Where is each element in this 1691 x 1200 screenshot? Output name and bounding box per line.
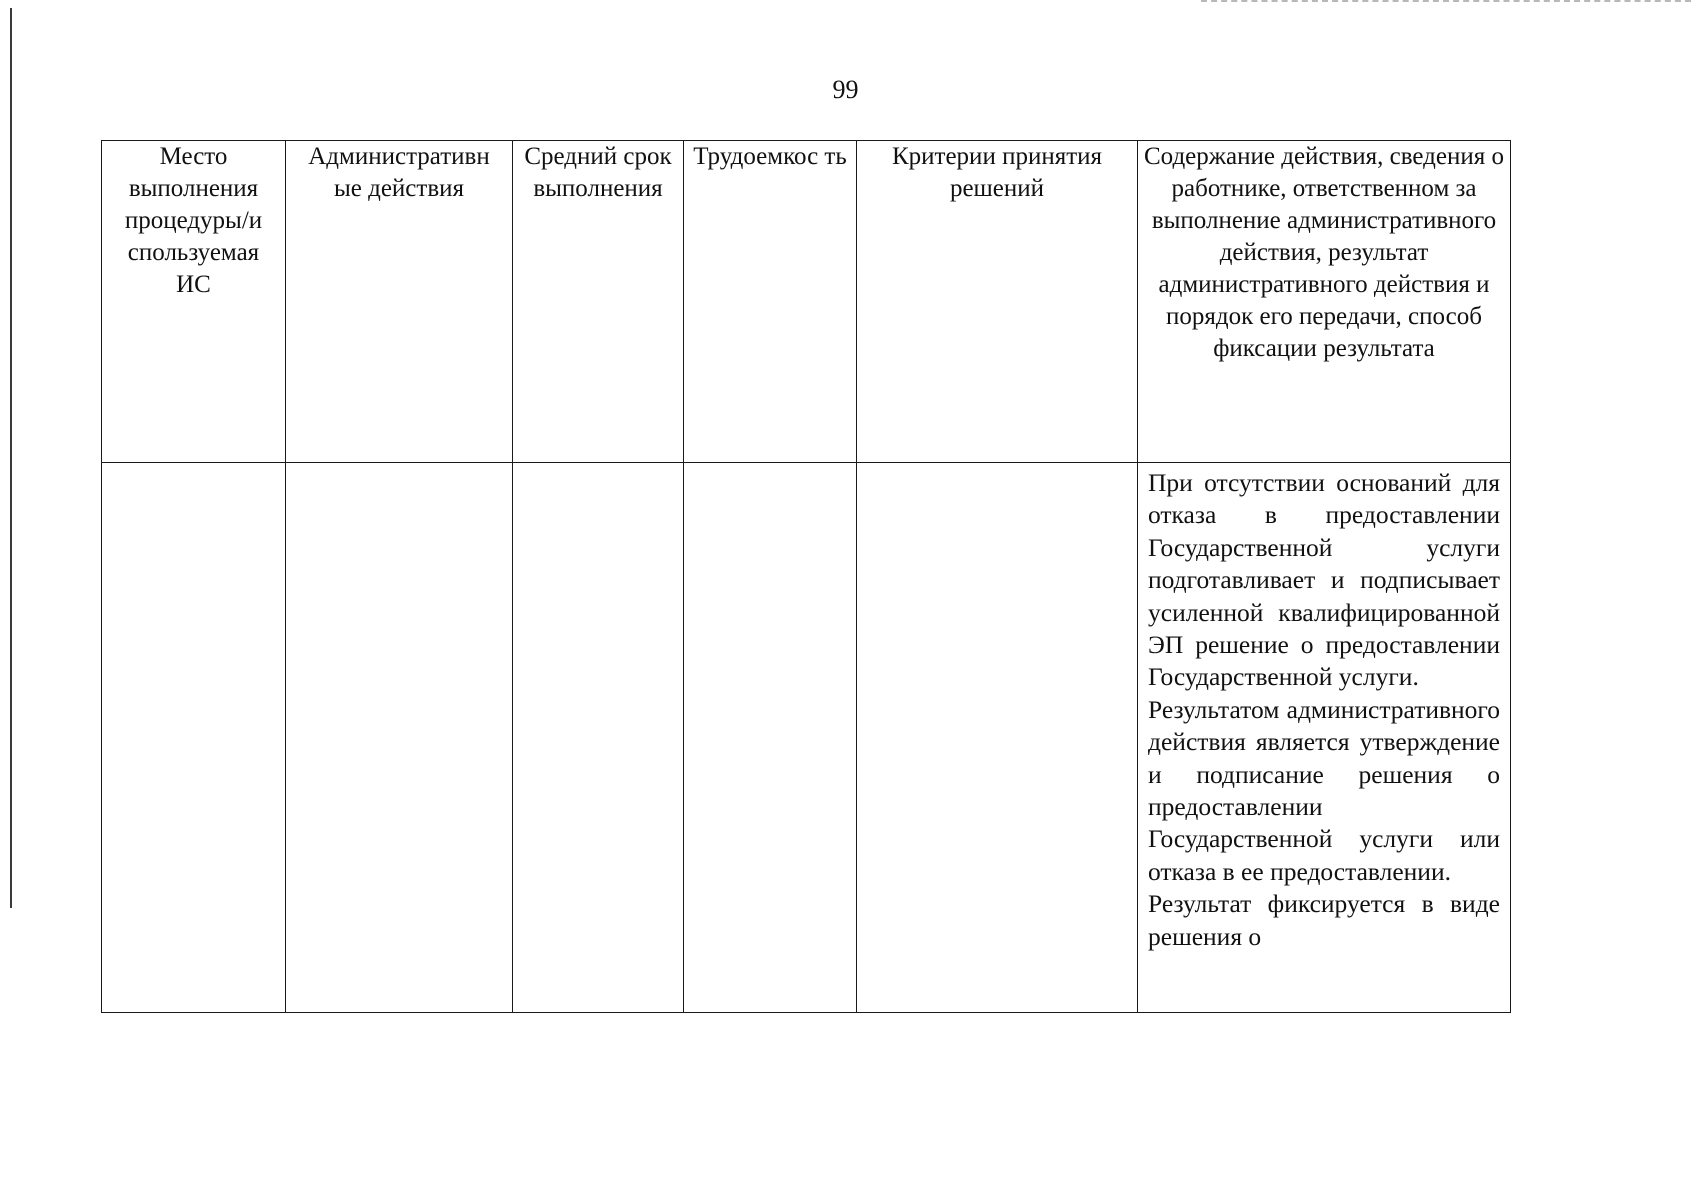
header-labor-intensity: Трудоемкос ть [684, 141, 857, 463]
page-number: 99 [832, 75, 859, 104]
cell-action-content [1138, 463, 1511, 1013]
table-header-row [102, 141, 1511, 463]
header-average-duration: Средний срок выполнения [513, 141, 684, 463]
scan-top-edge [1201, 0, 1691, 2]
header-action-content: Содержание действия, сведения о работнике, ответственном за выполнение административного действия, результат административного действия и порядок его передачи, способ фиксации результата [1138, 141, 1511, 463]
procedure-table [101, 140, 1511, 1013]
header-place-of-execution: Место выполнения процедуры/и спользуемая ИС [102, 141, 286, 463]
cell-average-duration [513, 463, 684, 1013]
header-decision-criteria: Критерии принятия решений [857, 141, 1138, 463]
content-paragraph-fixation: Результат фиксируется в виде решения о [1148, 889, 1500, 951]
header-administrative-actions: Административн ые действия [286, 141, 513, 463]
table-row [102, 463, 1511, 1013]
cell-place-of-execution [102, 463, 286, 1013]
cell-labor-intensity [684, 463, 857, 1013]
cell-decision-criteria [857, 463, 1138, 1013]
content-paragraph-decision: При отсутствии оснований для отказа в предоставлении Государственной услуги подготавливает и подписывает усиленной квалифицированной ЭП решение о предоставлении Государственной услуги. [1148, 468, 1500, 692]
content-paragraph-result: Результатом административного действия является утверждение и подписание решения о предоставлении Государственной услуги или отказа в ее предоставлении. [1148, 694, 1500, 886]
cell-administrative-actions [286, 463, 513, 1013]
scan-margin-line [10, 8, 12, 908]
